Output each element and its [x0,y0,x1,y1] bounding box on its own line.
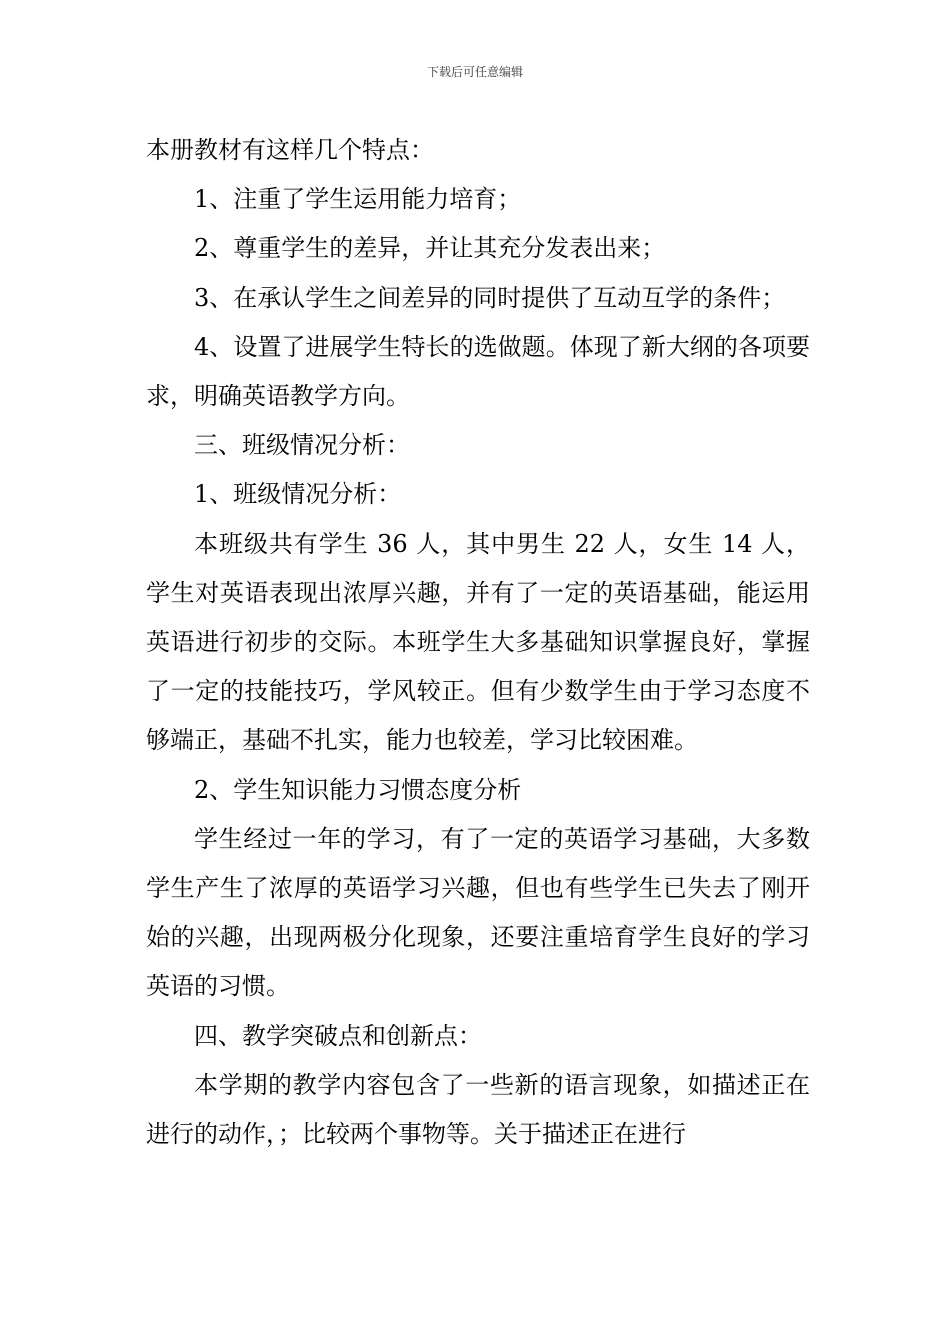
paragraph-feature-1: 1、注重了学生运用能力培育； [194,185,522,214]
paragraph-class-description: 本班级共有学生 36 人，其中男生 22 人，女生 14 人，学生对英语表现出浓厚兴趣，并有了一定的英语基础，能运用英语进行初步的交际。本班学生大多基础知识掌握良好，掌握了一定的技能技巧，学风较正。但有少数学生由于学习态度不够端正，基础不扎实，能力也较差，学习比较困难。 [146,529,810,755]
section-heading-innovation: 四、教学突破点和创新点： [194,1021,482,1050]
paragraph-feature-4: 4、设置了进展学生特长的选做题。体现了新大纲的各项要求，明确英语教学方向。 [146,332,810,411]
paragraph-feature-2: 2、尊重学生的差异，并让其充分发表出来； [194,234,666,263]
paragraph-innovation: 本学期的教学内容包含了一些新的语言现象，如描述正在进行的动作，；比较两个事物等。关于描述正在进行 [146,1070,810,1149]
section-heading-class-analysis: 三、班级情况分析： [194,431,410,460]
paragraph-feature-3: 3、在承认学生之间差异的同时提供了互动互学的条件； [194,283,786,312]
page-header: 下载后可任意编辑 [426,65,523,79]
paragraph-student-description: 学生经过一年的学习，有了一定的英语学习基础，大多数学生产生了浓厚的英语学习兴趣，但也有些学生已失去了刚开始的兴趣，出现两极分化现象，还要注重培育学生良好的学习英语的习惯。 [146,824,810,1001]
paragraph-intro: 本册教材有这样几个特点： [146,136,434,164]
subheading-class-analysis: 1、班级情况分析： [194,480,402,509]
subheading-student-analysis: 2、学生知识能力习惯态度分析 [194,775,522,804]
document-body [146,126,810,1159]
